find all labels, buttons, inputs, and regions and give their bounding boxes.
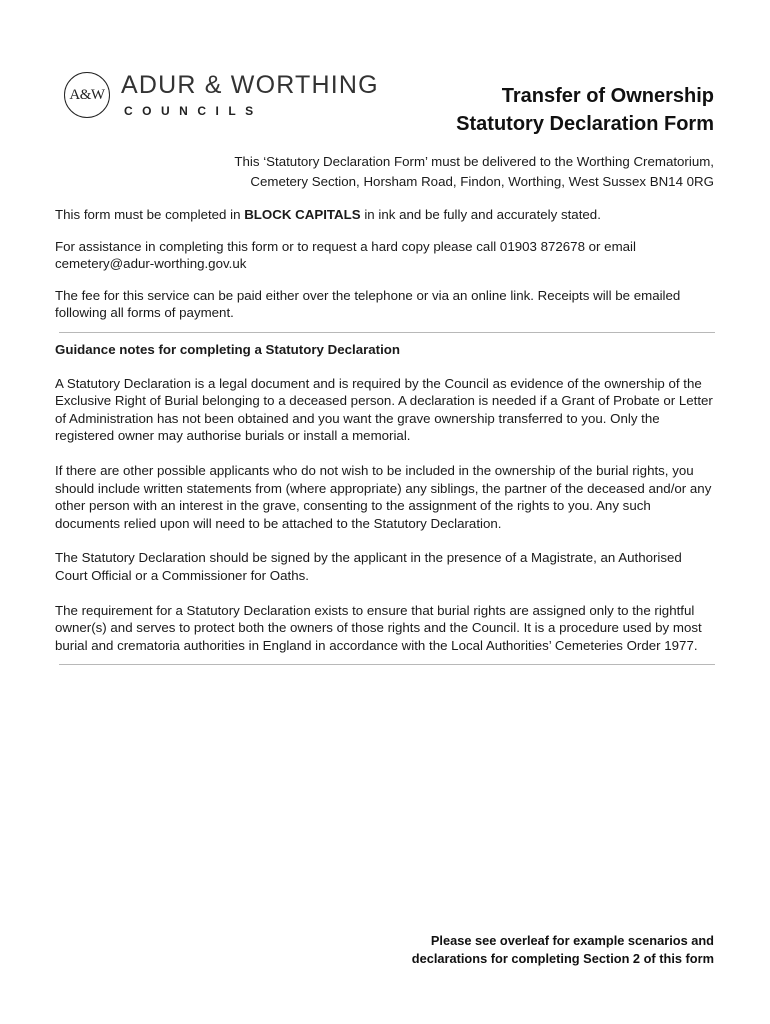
logo-monogram: [64, 72, 110, 118]
form-title-line-2: Statutory Declaration Form: [456, 113, 714, 135]
delivery-address: [154, 152, 714, 192]
logo-council-name: ADUR & WORTHING: [121, 71, 379, 99]
block-capitals-emphasis: BLOCK CAPITALS: [244, 207, 361, 222]
block-capitals-pre: This form must be completed in: [55, 207, 245, 222]
guidance-heading: Guidance notes for completing a Statutory Declaration: [55, 341, 401, 357]
section-divider-bottom: [59, 664, 715, 665]
guidance-paragraph-2: If there are other possible applicants who do not wish to be included in the ownership of the burial rights, you should include written statements from (where appropriate) any siblings, the partner of the deceased and/or any other person with an interest in the grave, consenting to the assignment of the rights to you. Any such documents relied upon will need to be attached to the Statutory Declaration.: [55, 462, 712, 531]
guidance-paragraph-3: The Statutory Declaration should be signed by the applicant in the presence of a Magistrate, an Authorised Court Official or a Commissioner for Oaths.: [55, 550, 682, 583]
delivery-line-2: Cemetery Section, Horsham Road, Findon, Worthing, West Sussex BN14 0RG: [250, 174, 714, 189]
delivery-line-1: This ‘Statutory Declaration Form’ must be delivered to the Worthing Crematorium,: [234, 154, 714, 169]
form-instructions: [55, 206, 715, 665]
overleaf-note: [412, 932, 714, 968]
section-divider-top: [59, 332, 715, 333]
logo-councils-label: COUNCILS: [124, 104, 263, 118]
form-title-line-1: Transfer of Ownership: [501, 85, 714, 107]
block-capitals-post: in ink and be fully and accurately stated.: [360, 207, 601, 222]
council-logo: [64, 72, 404, 128]
guidance-paragraph-4: The requirement for a Statutory Declaration exists to ensure that burial rights are assigned only to the rightful owner(s) and serves to protect both the owners of those rights and the Council. It is a procedure used by most burial and crematoria authorities in England in accordance with the Local Authorities’ Cemeteries Order 1977.: [55, 602, 702, 653]
form-title: [456, 82, 714, 138]
guidance-paragraph-1: A Statutory Declaration is a legal document and is required by the Council as evidence of the ownership of the Exclusive Right of Burial belonging to a deceased person. A declaration is needed if a Grant of Probate or Letter of Administration has not been obtained and you want the grave ownership transferred to you. Only the registered owner may authorise burials or install a memorial.: [55, 375, 713, 444]
fee-paragraph: The fee for this service can be paid either over the telephone or via an online link. Receipts will be emailed following all forms of payment.: [55, 287, 681, 321]
block-capitals-instruction: [55, 206, 715, 224]
logo-monogram-text: A&W: [69, 86, 105, 103]
overleaf-note-line-1: Please see overleaf for example scenarios and: [430, 933, 714, 948]
overleaf-note-line-2: declarations for completing Section 2 of this form: [411, 951, 714, 966]
assistance-paragraph: For assistance in completing this form or to request a hard copy please call 01903 872678 or email cemetery@adur-worthing.gov.uk: [55, 238, 636, 272]
